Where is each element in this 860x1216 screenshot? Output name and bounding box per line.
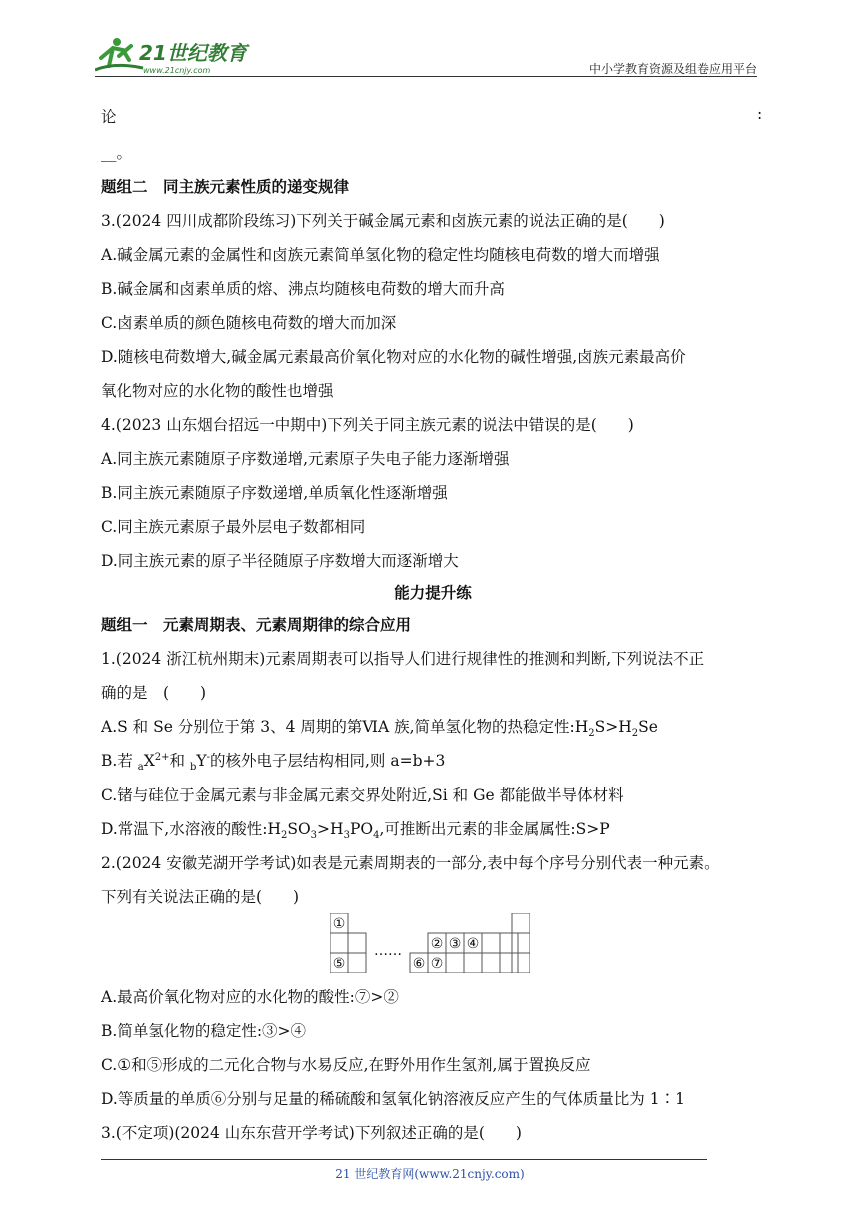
- cell-5: ⑤: [332, 956, 346, 972]
- question-stem-cont: 下列有关说法正确的是( ): [101, 888, 300, 906]
- option-d: D.等质量的单质⑥分别与足量的稀硫酸和氢氧化钠溶液反应产生的气体质量比为 1∶1: [101, 1090, 685, 1108]
- option-d: D.常温下,水溶液的酸性$:H_2SO_3>H_3PO_4$,可推断出元素的非金属属性:S>P: [101, 820, 610, 842]
- option-b: B.简单氢化物的稳定性:③>④: [101, 1022, 307, 1040]
- cell-6: ⑥: [412, 956, 426, 972]
- cell-4: ④: [466, 936, 480, 952]
- periodic-table-fragment: [330, 913, 530, 973]
- option-d-cont: 氧化物对应的水化物的酸性也增强: [101, 382, 334, 400]
- option-c: C.①和⑤形成的二元化合物与水易反应,在野外用作生氢剂,属于置换反应: [101, 1056, 591, 1074]
- option-a: A.同主族元素随原子序数递增,元素原子失电子能力逐渐增强: [101, 450, 510, 468]
- option-b: B.同主族元素随原子序数递增,单质氧化性逐渐增强: [101, 484, 448, 502]
- page-footer: 21 世纪教育网(www.21cnjy.com): [335, 1167, 525, 1181]
- logo-title: 21世纪教育: [139, 41, 247, 65]
- runner-icon: [95, 38, 143, 70]
- question-stem: 2.(2024 安徽芜湖开学考试)如表是元素周期表的一部分,表中每个序号分别代表一种元素。: [101, 854, 720, 872]
- option-d: D.同主族元素的原子半径随原子序数增大而逐渐增大: [101, 552, 459, 570]
- option-b: B.碱金属和卤素单质的熔、沸点均随核电荷数的增大而升高: [101, 280, 505, 298]
- cell-2: ②: [430, 936, 444, 952]
- cell-1: ①: [332, 916, 346, 932]
- page-header: [95, 30, 757, 80]
- option-c: C.锗与硅位于金属元素与非金属元素交界处附近,Si 和 Ge 都能做半导体材料: [101, 786, 624, 804]
- option-c: C.卤素单质的颜色随核电荷数的增大而加深: [101, 314, 397, 332]
- question-stem: 3.(不定项)(2024 山东东营开学考试)下列叙述正确的是( ): [101, 1124, 522, 1142]
- question-stem: 4.(2023 山东烟台招远一中期中)下列关于同主族元素的说法中错误的是( ): [101, 416, 634, 434]
- site-logo: [95, 36, 265, 76]
- cell-7: ⑦: [430, 956, 444, 972]
- question-stem: 3.(2024 四川成都阶段练习)下列关于碱金属元素和卤族元素的说法正确的是( ): [101, 212, 665, 230]
- section-heading: 题组二 同主族元素性质的递变规律: [101, 178, 350, 196]
- footer-divider: [101, 1159, 707, 1160]
- question-stem: 1.(2024 浙江杭州期末)元素周期表可以指导人们进行规律性的推测和判断,下列说法不正: [101, 650, 705, 668]
- section-title: 能力提升练: [394, 584, 472, 602]
- header-divider: [95, 76, 757, 77]
- option-c: C.同主族元素原子最外层电子数都相同: [101, 518, 366, 536]
- option-b: B.若 $_aX^{2+}$和 $_b$Y-的核外电子层结构相同,则 a=b+3: [101, 751, 446, 774]
- cell-3: ③: [448, 936, 462, 952]
- question-stem-cont: 确的是 ( ): [101, 684, 207, 702]
- option-a: A.最高价氧化物对应的水化物的酸性:⑦>②: [101, 988, 399, 1006]
- option-a: A.S 和 Se 分别位于第 3、4 周期的第ⅥA 族,简单氢化物的热稳定性$:H_2S>H_2Se$: [101, 718, 658, 740]
- text-line: 论: [101, 108, 117, 126]
- text-line: :: [757, 105, 763, 123]
- table-ellipsis: ……: [374, 943, 402, 959]
- text-line: __。: [101, 144, 133, 162]
- option-a: A.碱金属元素的金属性和卤族元素简单氢化物的稳定性均随核电荷数的增大而增强: [101, 246, 660, 264]
- platform-name: 中小学教育资源及组卷应用平台: [588, 62, 757, 76]
- logo-url: www.21cnjy.com: [143, 66, 211, 75]
- section-heading: 题组一 元素周期表、元素周期律的综合应用: [101, 616, 412, 634]
- option-d: D.随核电荷数增大,碱金属元素最高价氧化物对应的水化物的碱性增强,卤族元素最高价: [101, 348, 686, 366]
